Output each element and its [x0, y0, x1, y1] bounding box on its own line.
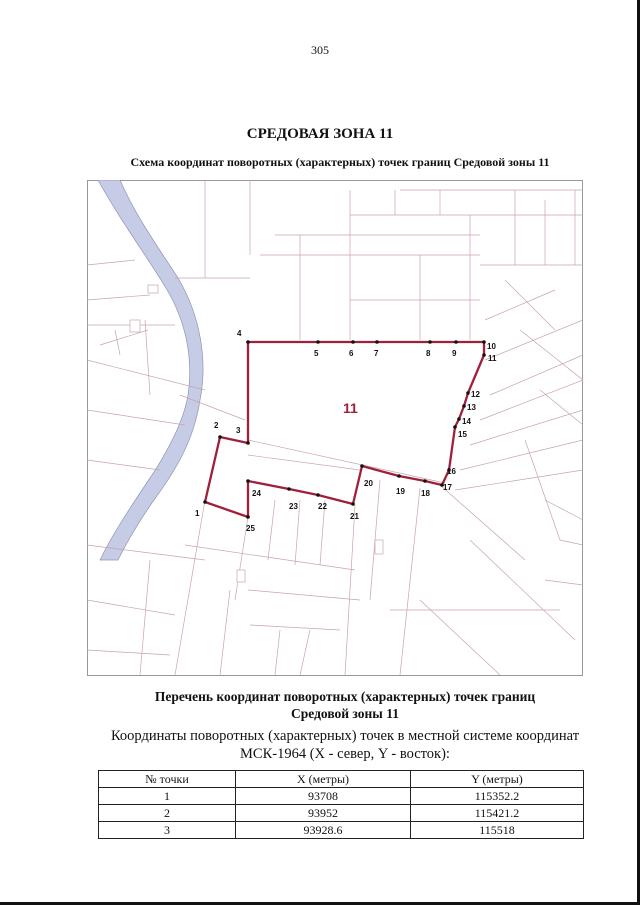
page-number: 305 — [311, 43, 329, 57]
point-label-6: 6 — [349, 349, 354, 358]
point-label-2: 2 — [214, 421, 219, 430]
cell-x: 93952 — [236, 805, 411, 822]
point-label-10: 10 — [487, 342, 496, 351]
table-row — [99, 822, 584, 839]
table-row — [99, 788, 584, 805]
cell-y: 115352.2 — [411, 788, 584, 805]
cell-point: 3 — [99, 822, 236, 839]
list-heading-line1: Перечень координат поворотных (характерных) точек границ — [154, 689, 536, 704]
point-label-13: 13 — [467, 403, 476, 412]
point-label-9: 9 — [452, 349, 457, 358]
map-caption: Схема координат поворотных (характерных) точек границ Средовой зоны 11 — [130, 155, 550, 169]
point-label-22: 22 — [318, 502, 327, 511]
point-label-16: 16 — [447, 467, 456, 476]
cell-point: 2 — [99, 805, 236, 822]
point-label-20: 20 — [364, 479, 373, 488]
header-y: Y (метры) — [411, 771, 584, 788]
cell-x: 93708 — [236, 788, 411, 805]
point-label-5: 5 — [314, 349, 319, 358]
point-label-21: 21 — [350, 512, 359, 521]
coordinates-table — [98, 770, 584, 839]
point-label-18: 18 — [421, 489, 430, 498]
point-label-23: 23 — [289, 502, 298, 511]
header-x: X (метры) — [236, 771, 411, 788]
zone-map — [87, 180, 583, 676]
cell-x: 93928.6 — [236, 822, 411, 839]
point-label-3: 3 — [236, 426, 241, 435]
point-label-19: 19 — [396, 487, 405, 496]
point-label-7: 7 — [374, 349, 379, 358]
point-label-15: 15 — [458, 430, 467, 439]
point-label-17: 17 — [443, 483, 452, 492]
table-header-row — [99, 771, 584, 788]
page-title: СРЕДОВАЯ ЗОНА 11 — [246, 126, 394, 142]
point-label-24: 24 — [252, 489, 261, 498]
cell-y: 115518 — [411, 822, 584, 839]
header-point: № точки — [99, 771, 236, 788]
cell-point: 1 — [99, 788, 236, 805]
list-heading — [0, 688, 640, 722]
table-row — [99, 805, 584, 822]
coordinate-system-note — [0, 727, 640, 763]
point-label-14: 14 — [462, 417, 471, 426]
cell-y: 115421.2 — [411, 805, 584, 822]
point-label-11: 11 — [488, 354, 497, 363]
point-label-12: 12 — [471, 390, 480, 399]
list-heading-line2: Средовой зоны 11 — [291, 706, 399, 721]
point-label-1: 1 — [195, 509, 200, 518]
coordinate-note-line1: Координаты поворотных (характерных) точек в местной системе координат — [110, 728, 580, 744]
point-label-25: 25 — [246, 524, 255, 533]
point-label-4: 4 — [237, 329, 242, 338]
point-label-8: 8 — [426, 349, 431, 358]
coordinate-note-line2: МСК-1964 (X - север, Y - восток): — [240, 746, 450, 762]
zone-label: 11 — [343, 400, 358, 416]
